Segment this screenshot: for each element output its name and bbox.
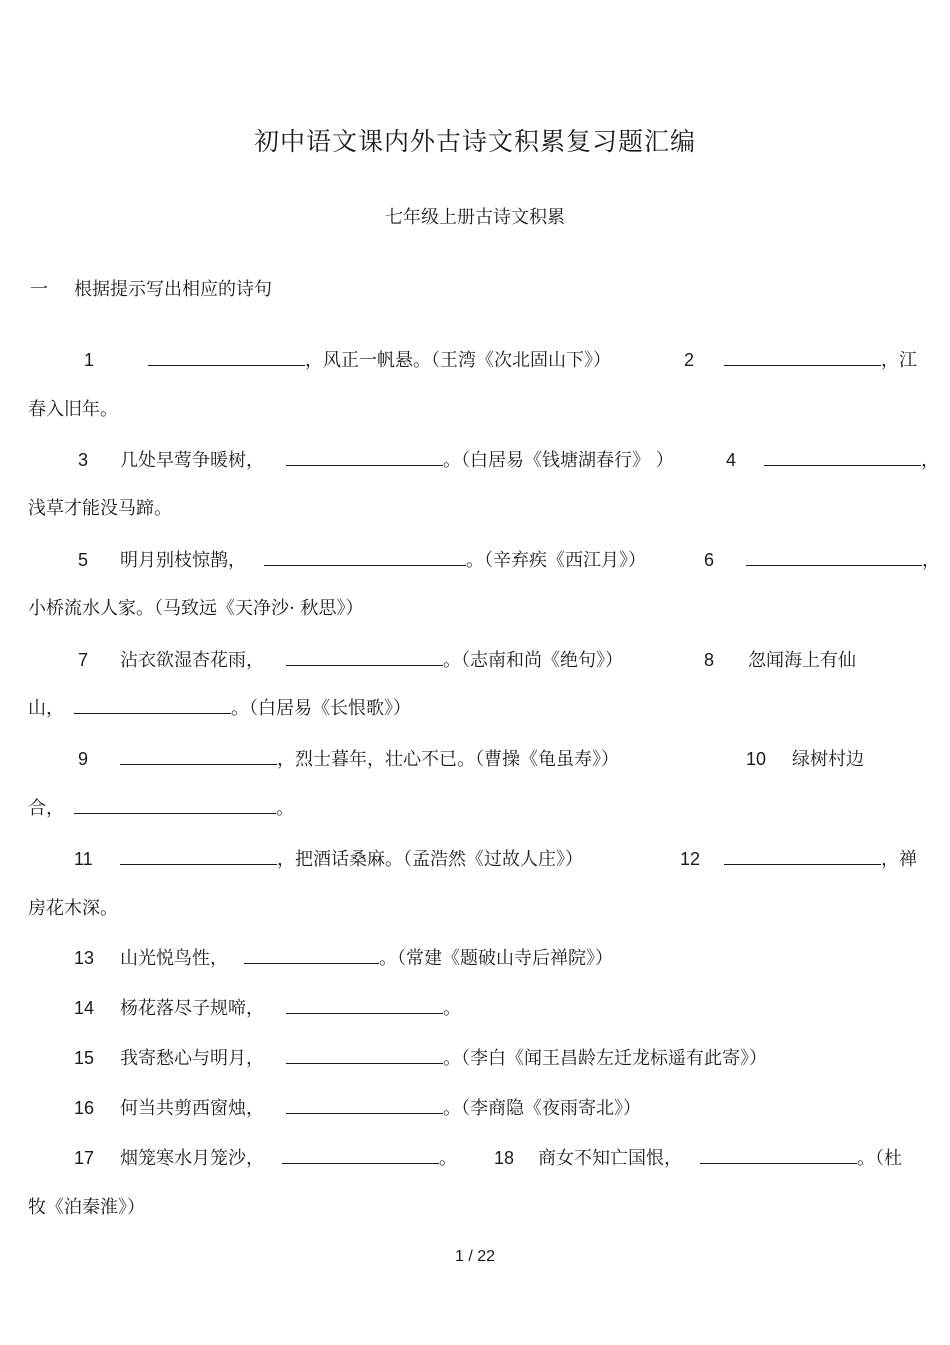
answer-blank[interactable] — [74, 797, 276, 814]
question-line — [680, 847, 935, 872]
answer-blank[interactable] — [700, 1147, 857, 1164]
answer-blank[interactable] — [244, 947, 379, 964]
question-line — [746, 747, 936, 772]
question-number: 11 — [74, 849, 93, 869]
answer-blank[interactable] — [286, 1047, 443, 1064]
question-number: 9 — [78, 749, 89, 769]
question-number: 6 — [704, 550, 715, 570]
question-number: 13 — [74, 948, 95, 968]
question-text: 沾衣欲湿杏花雨， — [120, 650, 264, 671]
question-line — [28, 1046, 933, 1071]
question-number: 17 — [74, 1148, 95, 1168]
question-continuation: 小桥流水人家。（马致远《天净沙· 秋思》） — [28, 598, 364, 619]
answer-blank[interactable] — [148, 349, 305, 366]
question-text: 我寄愁心与明月， — [120, 1048, 264, 1069]
question-line — [494, 1146, 934, 1171]
question-text: 。 — [276, 798, 294, 819]
document-subtitle: 七年级上册古诗文积累 — [385, 207, 565, 228]
question-text: 杨花落尽子规啼， — [120, 998, 264, 1019]
question-continuation — [28, 797, 933, 821]
question-continuation: 房花木深。 — [28, 898, 118, 919]
question-line — [704, 548, 940, 573]
question-line — [28, 946, 933, 971]
question-text: 。 — [439, 1148, 457, 1169]
question-text: 。（李白《闻王昌龄左迁龙标遥有此寄》） — [443, 1048, 767, 1069]
question-number: 10 — [746, 749, 767, 769]
answer-blank[interactable] — [286, 1097, 443, 1114]
question-text: ， — [922, 550, 940, 571]
question-number: 15 — [74, 1048, 95, 1068]
question-text: 。（常建《题破山寺后禅院》） — [379, 948, 613, 969]
answer-blank[interactable] — [764, 449, 921, 466]
page-number: 1 / 22 — [454, 1248, 496, 1265]
question-text: ，禅 — [881, 849, 917, 870]
question-text: 何当共剪西窗烛， — [120, 1098, 264, 1119]
question-text: 。（白居易《长恨歌》） — [231, 698, 411, 719]
question-line — [684, 348, 934, 373]
question-line — [28, 1096, 933, 1121]
question-text: 合， — [28, 798, 64, 819]
question-text: 山光悦鸟性， — [120, 948, 228, 969]
question-text: 商女不知亡国恨， — [538, 1148, 682, 1169]
question-text: 。 — [443, 998, 461, 1019]
answer-blank[interactable] — [264, 549, 466, 566]
answer-blank[interactable] — [120, 848, 277, 865]
answer-blank[interactable] — [286, 997, 443, 1014]
question-line — [726, 448, 939, 473]
question-continuation: 浅草才能没马蹄。 — [28, 498, 172, 519]
question-text: 绿树村边 — [792, 749, 864, 770]
document-title: 初中语文课内外古诗文积累复习题汇编 — [253, 127, 696, 156]
question-text: 烟笼寒水月笼沙， — [120, 1148, 264, 1169]
question-text: 几处早莺争暖树， — [120, 450, 264, 471]
answer-blank[interactable] — [746, 549, 922, 566]
answer-blank[interactable] — [724, 349, 881, 366]
section-heading — [30, 275, 272, 301]
answer-blank[interactable] — [286, 649, 443, 666]
question-number: 8 — [704, 650, 715, 670]
question-text: 山， — [28, 698, 64, 719]
answer-blank[interactable] — [724, 848, 881, 865]
question-text: ，风正一帆悬。（王湾《次北固山下》） — [305, 350, 611, 371]
question-text: 。（李商隐《夜雨寄北》） — [443, 1098, 641, 1119]
question-text: 。（白居易《钱塘湖春行》 ） — [443, 450, 674, 471]
question-number: 12 — [680, 849, 701, 869]
question-text: ，江 — [881, 350, 917, 371]
question-number: 2 — [684, 350, 695, 370]
question-number: 3 — [78, 450, 89, 470]
question-continuation: 牧《泊秦淮》） — [28, 1197, 145, 1218]
question-text: ，烈士暮年，壮心不已。（曹操《龟虽寿》） — [277, 749, 619, 770]
question-line — [28, 996, 933, 1021]
question-text: 明月别枝惊鹊， — [120, 550, 246, 571]
answer-blank[interactable] — [120, 748, 277, 765]
question-number: 4 — [726, 450, 737, 470]
question-continuation — [28, 697, 933, 721]
question-text: 忽闻海上有仙 — [748, 650, 856, 671]
section-number: 一 — [30, 279, 48, 300]
section-label: 根据提示写出相应的诗句 — [74, 279, 272, 300]
question-number: 16 — [74, 1098, 95, 1118]
question-line — [704, 648, 936, 673]
question-text: 。（杜 — [857, 1148, 902, 1169]
question-continuation: 春入旧年。 — [28, 399, 118, 420]
question-number: 18 — [494, 1148, 515, 1168]
answer-blank[interactable] — [282, 1147, 439, 1164]
question-number: 14 — [74, 998, 95, 1018]
question-text: 。（辛弃疾《西江月》） — [466, 550, 646, 571]
question-number: 7 — [78, 650, 89, 670]
answer-blank[interactable] — [286, 449, 443, 466]
question-text: ，把酒话桑麻。（孟浩然《过故人庄》） — [277, 849, 583, 870]
question-number: 1 — [84, 350, 95, 370]
question-text: 。（志南和尚《绝句》） — [443, 650, 623, 671]
answer-blank[interactable] — [74, 697, 231, 714]
question-text: ， — [921, 450, 939, 471]
question-number: 5 — [78, 550, 89, 570]
